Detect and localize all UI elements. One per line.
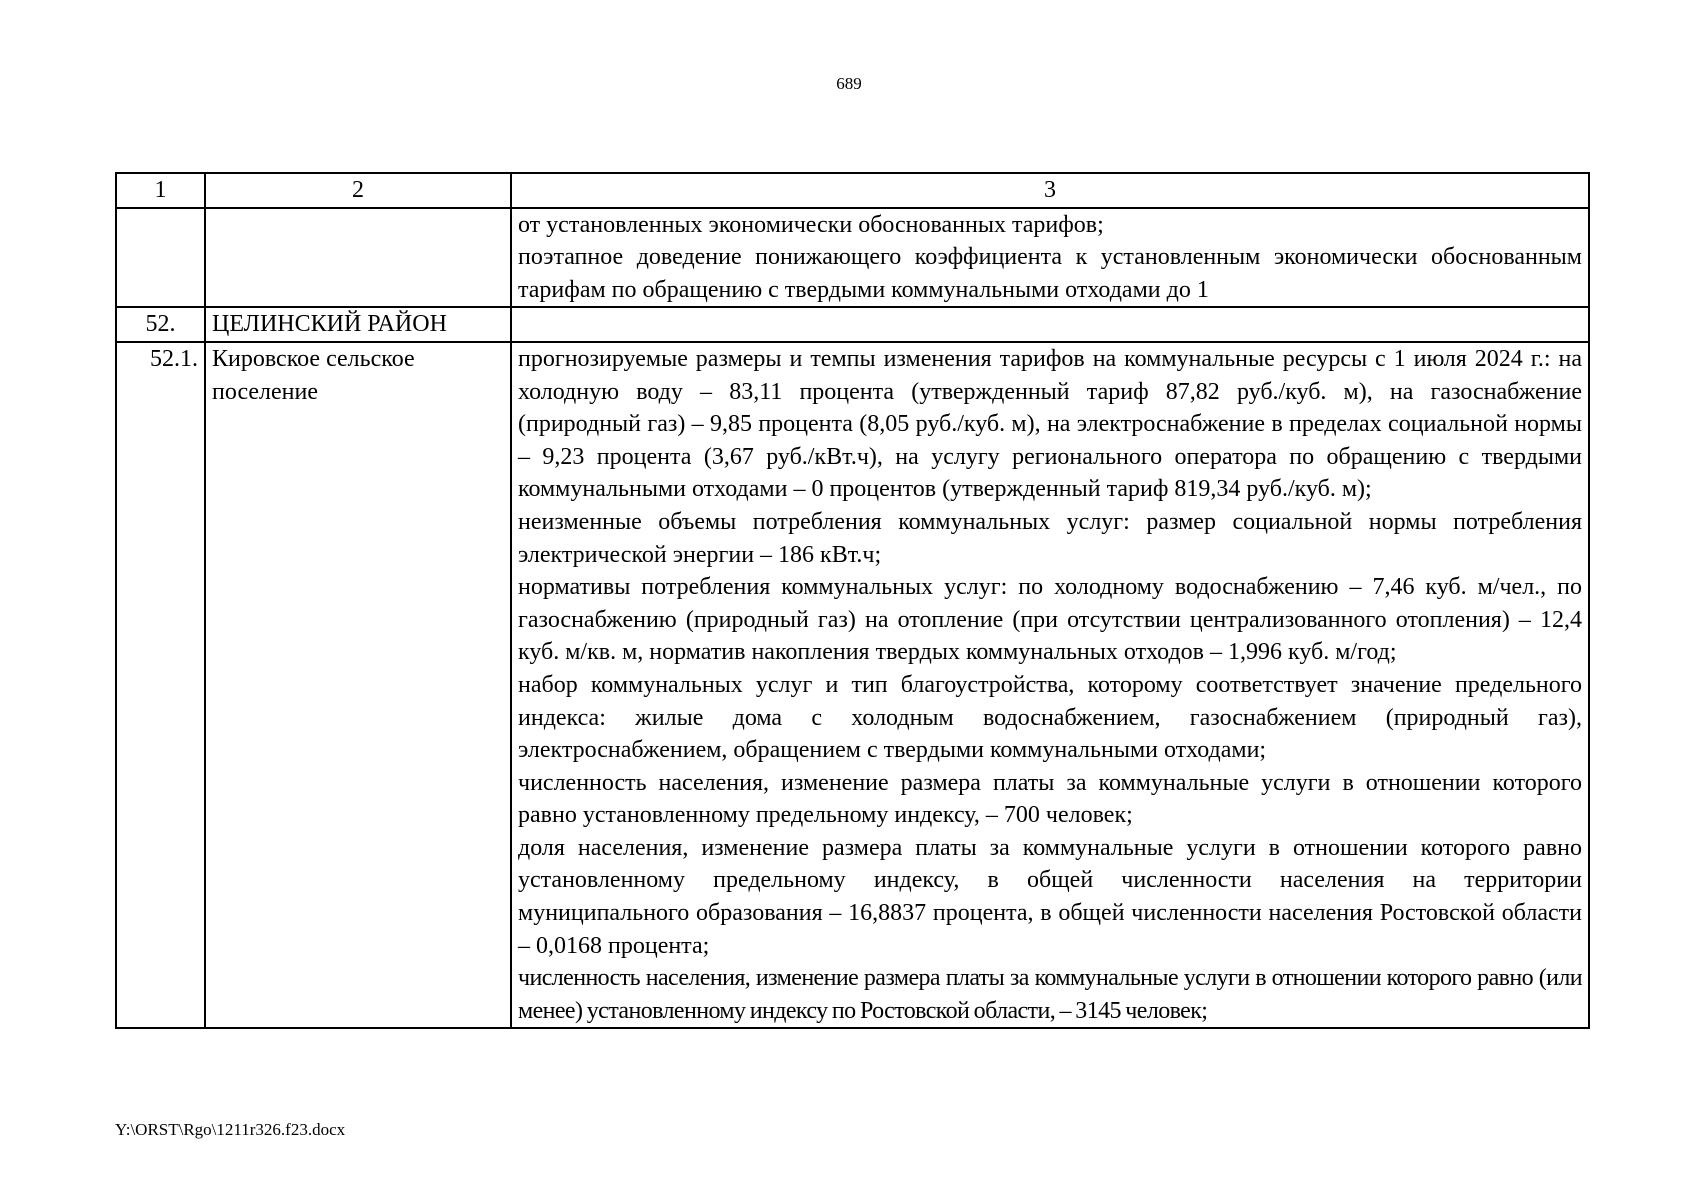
- table-row-continuation: [116, 208, 1589, 308]
- settlement-name: Кировское сельское поселение: [205, 342, 511, 1028]
- paragraph: нормативы потребления коммунальных услуг: по холодному водоснабжению – 7,46 куб. м/чел., по газоснабжению (природный газ) на отопление (при отсутствии централизованного отопления) – 12,4 куб. м/кв. м, норматив накопления твердых коммунальных отходов – 1,996 куб. м/год;: [518, 574, 1582, 666]
- table-row-settlement: [116, 342, 1589, 1028]
- tariff-table: [115, 172, 1590, 1029]
- paragraph: численность населения, изменение размера платы за коммунальные услуги в отношении которого равно (или менее) установленному индексу по Ростовской области, – 3145 человек;: [518, 965, 1582, 1024]
- paragraph: прогнозируемые размеры и темпы изменения тарифов на коммунальные ресурсы с 1 июля 2024 г.: на холодную воду – 83,11 процента (утвержденный тариф 87,82 руб./куб. м), на газоснабжение (природный газ) – 9,85 процента (8,05 руб./куб. м), на электроснабжение в пределах социальной нормы – 9,23 процента (3,67 руб./кВт.ч), на услугу регионального оператора по обращению с твердыми коммунальными отходами – 0 процентов (утвержденный тариф 819,34 руб./куб. м);: [518, 345, 1582, 503]
- header-col-2: 2: [205, 173, 511, 208]
- cell-empty: [511, 307, 1589, 342]
- table-header-row: [116, 173, 1589, 208]
- settlement-details: [511, 342, 1589, 1028]
- continuation-cell: [511, 208, 1589, 308]
- paragraph: набор коммунальных услуг и тип благоустройства, которому соответствует значение предельного индекса: жилые дома с холодным водоснабжением, газоснабжением (природный газ), электроснабжением, обращением с твердыми коммунальными отходами;: [518, 671, 1582, 764]
- paragraph: от установленных экономически обоснованных тарифов;: [518, 211, 1104, 238]
- paragraph: неизменные объемы потребления коммунальных услуг: размер социальной нормы потребления электрической энергии – 186 кВт.ч;: [518, 508, 1582, 568]
- page-number: 689: [836, 74, 862, 93]
- paragraph: численность населения, изменение размера платы за коммунальные услуги в отношении которого равно установленному предельному индексу, – 700 человек;: [518, 769, 1582, 829]
- paragraph: поэтапное доведение понижающего коэффициента к установленным экономически обоснованным тарифам по обращению с твердыми коммунальными отходами до 1: [518, 244, 1582, 303]
- section-number: 52.: [116, 307, 205, 342]
- footer-file-path: Y:\ORST\Rgo\1211r326.f23.docx: [115, 1120, 346, 1139]
- cell-empty: [116, 208, 205, 308]
- row-number: 52.1.: [116, 342, 205, 1028]
- table-row-section: [116, 307, 1589, 342]
- paragraph: доля населения, изменение размера платы за коммунальные услуги в отношении которого равно установленному предельному индексу, в общей численности населения на территории муниципального образования – 16,8837 процента, в общей численности населения Ростовской области – 0,0168 процента;: [518, 834, 1582, 959]
- section-title: ЦЕЛИНСКИЙ РАЙОН: [205, 307, 511, 342]
- cell-empty: [205, 208, 511, 308]
- header-col-3: 3: [511, 173, 1589, 208]
- header-col-1: 1: [116, 173, 205, 208]
